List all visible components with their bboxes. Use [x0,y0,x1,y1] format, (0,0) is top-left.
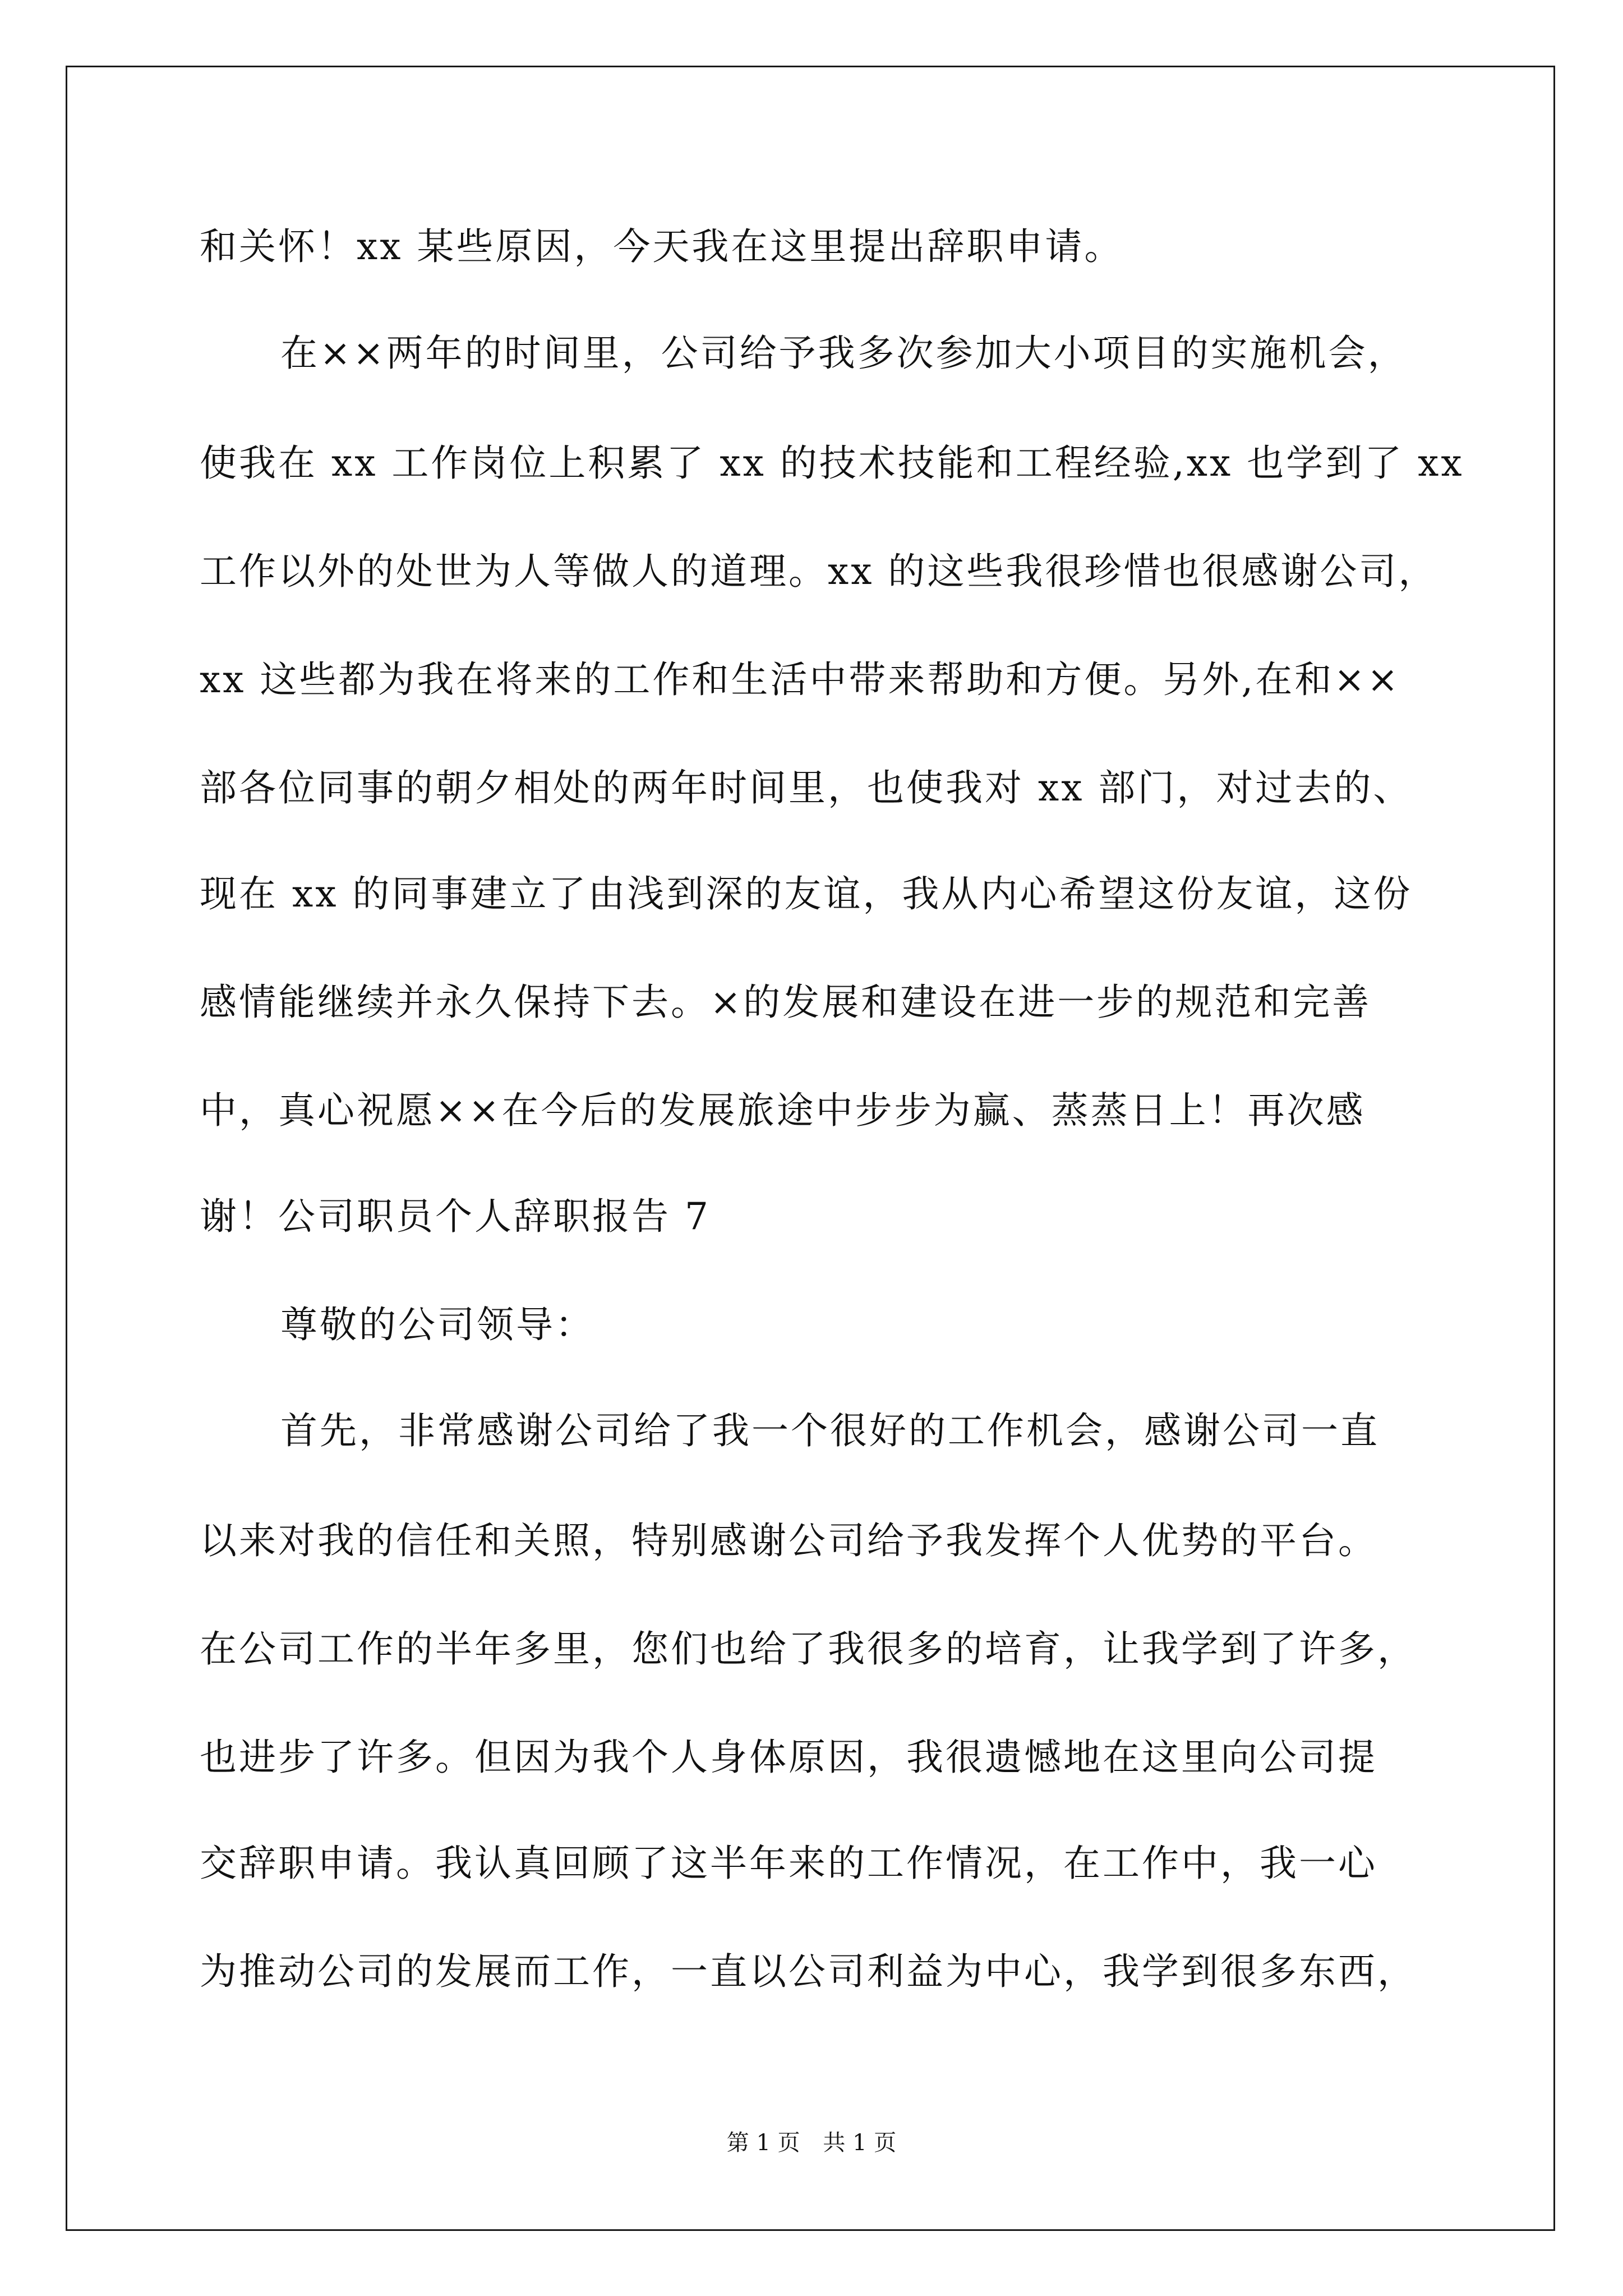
text-line: 也进步了许多。但因为我个人身体原因，我很遗憾地在这里向公司提 [200,1736,1377,1779]
greeting: 尊敬的公司领导： [280,1303,594,1346]
text-line: 使我在 xx 工作岗位上积累了 xx 的技术技能和工程经验,xx 也学到了 xx [200,441,1464,485]
text-line: 现在 xx 的同事建立了由浅到深的友谊，我从内心希望这份友谊，这份 [200,872,1413,915]
page-border [66,66,1555,2231]
page-total: 共 1 页 [823,2130,897,2156]
text-line: 首先，非常感谢公司给了我一个很好的工作机会，感谢公司一直 [280,1409,1380,1452]
text-line: xx 这些都为我在将来的工作和生活中带来帮助和方便。另外,在和×× [200,658,1401,701]
text-line: 在公司工作的半年多里，您们也给了我很多的培育，让我学到了许多， [200,1627,1417,1671]
text-line: 中，真心祝愿××在今后的发展旅途中步步为赢、蒸蒸日上！再次感 [200,1089,1366,1132]
text-line: 在××两年的时间里，公司给予我多次参加大小项目的实施机会， [280,332,1407,375]
text-line: 为推动公司的发展而工作，一直以公司利益为中心，我学到很多东西， [200,1950,1417,1993]
text-line: 部各位同事的朝夕相处的两年时间里，也使我对 xx 部门，对过去的、 [200,766,1413,809]
text-line: 和关怀！xx 某些原因，今天我在这里提出辞职申请。 [200,225,1124,268]
text-line: 感情能继续并永久保持下去。×的发展和建设在进一步的规范和完善 [200,981,1372,1024]
text-line: 谢！公司职员个人辞职报告 7 [200,1195,711,1238]
page-number: 第 1 页 [726,2130,800,2156]
text-line: 交辞职申请。我认真回顾了这半年来的工作情况，在工作中，我一心 [200,1842,1377,1885]
page-footer [0,2129,1623,2156]
text-line: 以来对我的信任和关照，特别感谢公司给予我发挥个人优势的平台。 [200,1519,1377,1562]
text-line: 工作以外的处世为人等做人的道理。xx 的这些我很珍惜也很感谢公司， [200,550,1438,593]
